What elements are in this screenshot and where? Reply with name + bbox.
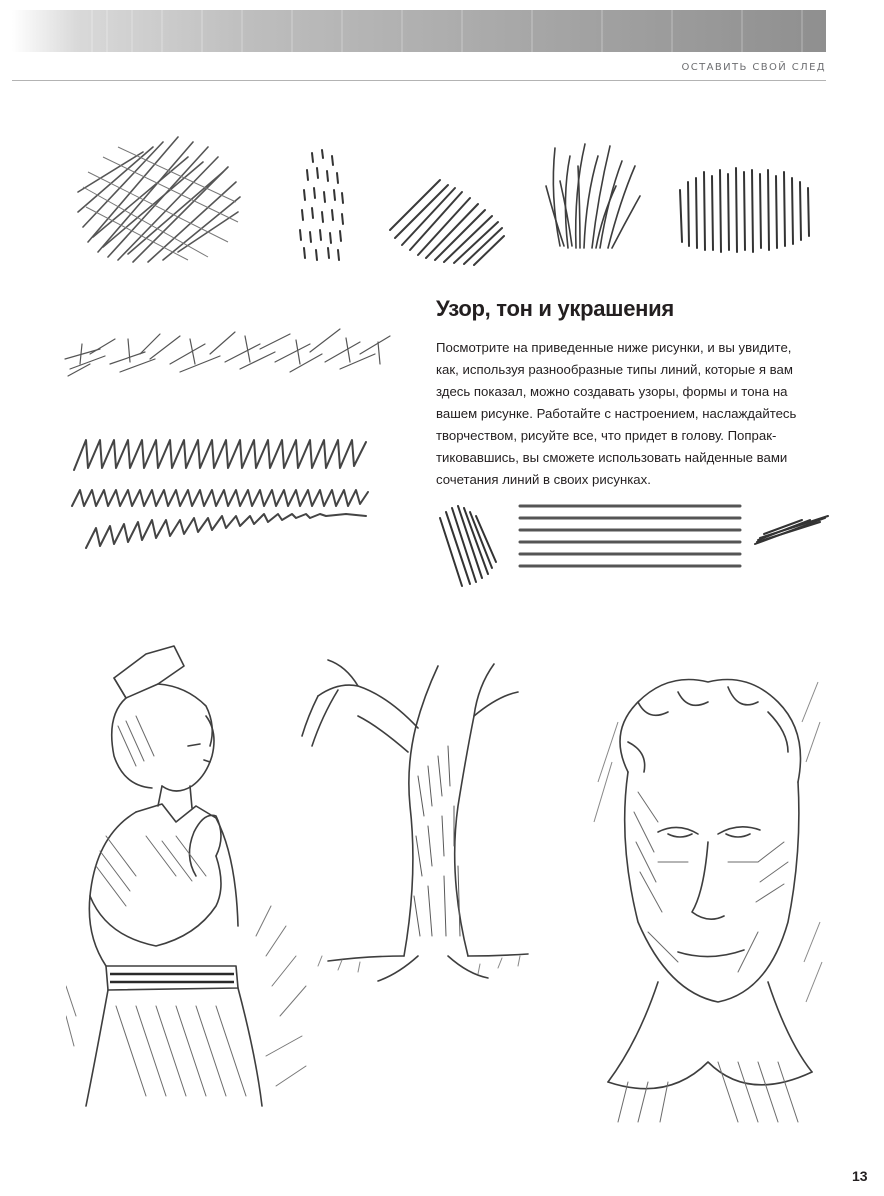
dash-stipple-sketch [282,138,362,268]
line-samples-sketch [430,498,840,598]
old-woman-portrait-drawing [588,662,824,1132]
article-heading: Узор, тон и украшения [436,296,674,321]
header-divider [12,80,826,81]
paragraph-line: сочетания линий в своих рисунках. [436,472,651,487]
header-stripes [12,10,826,52]
section-title: ОСТАВИТЬ СВОЙ СЛЕД [681,62,826,73]
vertical-hatch-sketch [672,160,822,260]
crosshatch-oval-sketch [58,112,268,282]
paragraph-line: как, используя разнообразные типы линий, которые я вам [436,362,793,377]
nurse-figure-drawing [66,636,314,1110]
paragraph-line: здесь показал, можно создавать узоры, формы и тона на [436,384,788,399]
paragraph-line: творчеством, рисуйте все, что придет в голову. Попрак- [436,428,777,443]
grass-tuft-sketch [540,136,650,256]
page-number: 13 [852,1168,868,1184]
header-gradient-bar [12,10,826,52]
diagonal-hatch-sketch [380,170,510,270]
zigzag-stroke-rows-sketch [66,428,386,558]
grass-band-sketch [60,314,400,384]
paragraph-line: вашем рисунке. Работайте с настроением, наслаждайтесь [436,406,797,421]
paragraph-line: Посмотрите на приведенные ниже рисунки, и вы увидите, [436,340,792,355]
paragraph-line: тиковавшись, вы сможете использовать найденные вами [436,450,788,465]
article-paragraph [436,337,846,491]
tree-drawing [298,656,534,986]
